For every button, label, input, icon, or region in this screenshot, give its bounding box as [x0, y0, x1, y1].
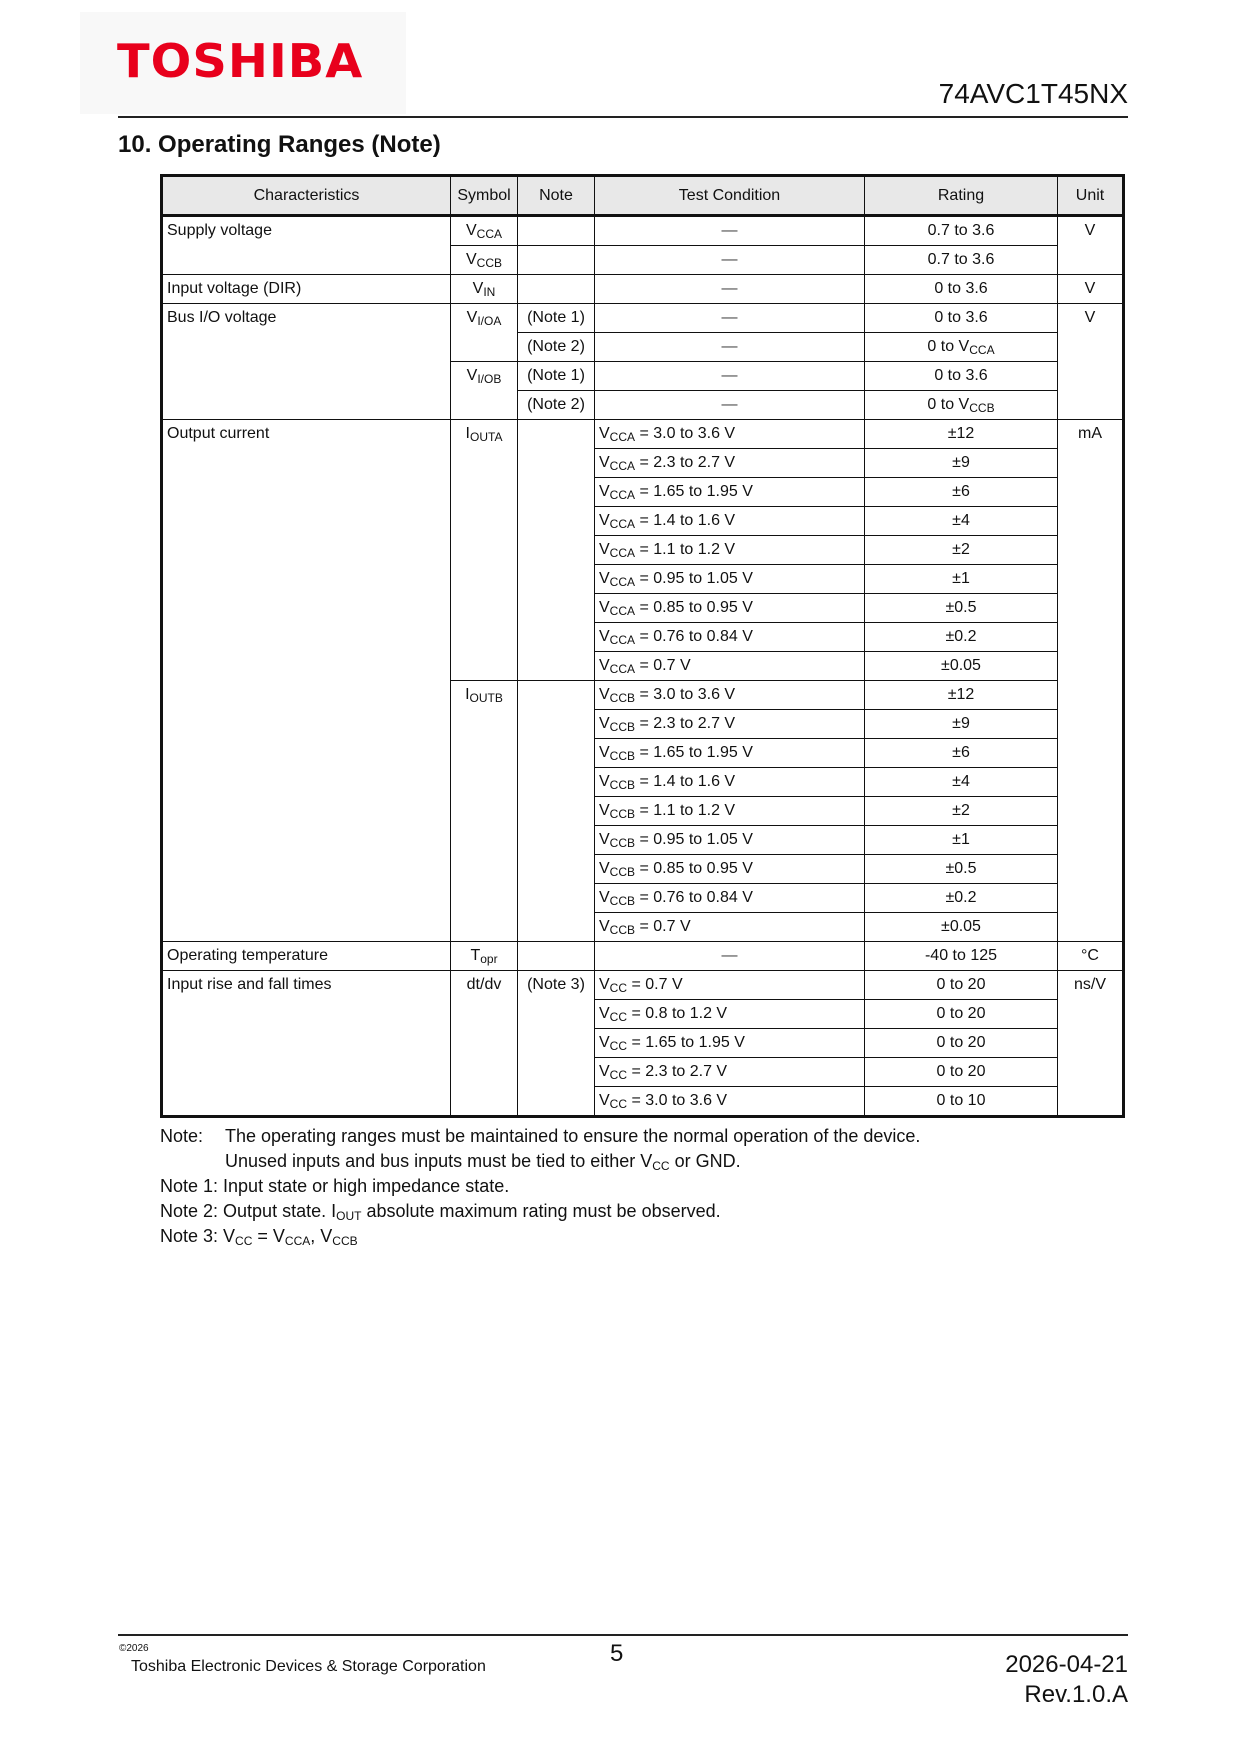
notes-block: [160, 1124, 920, 1249]
note-3: Note 3: $V_{CC} = V_{CCA}$, $V_{CCB}$: [160, 1226, 358, 1248]
header-rule: [118, 116, 1128, 118]
condition-cell: —: [595, 216, 865, 246]
rating-cell: 0 to 20: [865, 1058, 1058, 1087]
condition-cell: $V_{CCB} = 2.3$ to 2.7 V: [595, 710, 865, 739]
condition-cell: $V_{CCB} = 1.1$ to 1.2 V: [595, 797, 865, 826]
characteristic-cell: Output current: [162, 420, 451, 942]
characteristic-cell: Operating temperature: [162, 942, 451, 971]
rating-cell: 0 to 20: [865, 1029, 1058, 1058]
table-row: [162, 971, 1124, 1000]
footer-rule: [118, 1634, 1128, 1636]
note-main: [160, 1124, 920, 1149]
rating-cell: 0 to 3.6: [865, 275, 1058, 304]
rating-cell: ±12: [865, 681, 1058, 710]
table-row: [162, 942, 1124, 971]
rating-cell: 0.7 to 3.6: [865, 246, 1058, 275]
note-cell: (Note 3): [518, 971, 595, 1117]
operating-ranges-table: [160, 174, 1125, 1118]
rating-cell: ±4: [865, 507, 1058, 536]
rating-cell: ±1: [865, 826, 1058, 855]
section-title: 10. Operating Ranges (Note): [118, 131, 441, 158]
unit-cell: ns/V: [1058, 971, 1124, 1117]
rating-cell: ±0.05: [865, 913, 1058, 942]
document-revision: Rev.1.0.A: [1024, 1681, 1128, 1708]
note-cell: [518, 942, 595, 971]
symbol-cell: $V_{CCB}$: [451, 246, 518, 275]
rating-cell: ±9: [865, 449, 1058, 478]
condition-cell: $V_{CCA} = 0.95$ to 1.05 V: [595, 565, 865, 594]
condition-cell: $V_{CCA} = 0.85$ to 0.95 V: [595, 594, 865, 623]
condition-cell: —: [595, 275, 865, 304]
note-2: Note 2: Output state. $I_{OUT}$ absolute maximum rating must be observed.: [160, 1201, 721, 1223]
condition-cell: $V_{CCA} = 1.65$ to 1.95 V: [595, 478, 865, 507]
rating-cell: ±2: [865, 536, 1058, 565]
table-header-row: [162, 176, 1124, 216]
note-cell: [518, 275, 595, 304]
symbol-cell: dt/dv: [451, 971, 518, 1117]
header-characteristics: Characteristics: [162, 176, 451, 216]
table-row: [162, 275, 1124, 304]
condition-cell: $V_{CCA} = 1.4$ to 1.6 V: [595, 507, 865, 536]
rating-cell: ±9: [865, 710, 1058, 739]
rating-cell: 0 to 3.6: [865, 362, 1058, 391]
condition-cell: $V_{CCB} = 0.85$ to 0.95 V: [595, 855, 865, 884]
part-number: 74AVC1T45NX: [938, 78, 1128, 109]
condition-cell: —: [595, 942, 865, 971]
condition-cell: $V_{CCA} = 3.0$ to 3.6 V: [595, 420, 865, 449]
rating-cell: ±2: [865, 797, 1058, 826]
note-cell: (Note 2): [518, 391, 595, 420]
rating-cell: -40 to 125: [865, 942, 1058, 971]
condition-cell: —: [595, 362, 865, 391]
symbol-cell: $I_{OUTB}$: [451, 681, 518, 942]
note-cell: [518, 216, 595, 246]
note-1: Note 1: Input state or high impedance state.: [160, 1176, 510, 1196]
symbol-cell: $I_{OUTA}$: [451, 420, 518, 681]
rating-cell: 0 to 20: [865, 1000, 1058, 1029]
table-row: [162, 420, 1124, 449]
condition-cell: —: [595, 304, 865, 333]
unit-cell: V: [1058, 216, 1124, 275]
page-number: 5: [610, 1640, 624, 1667]
characteristic-cell: Input rise and fall times: [162, 971, 451, 1117]
condition-cell: $V_{CC} = 0.8$ to 1.2 V: [595, 1000, 865, 1029]
rating-cell: 0 to 3.6: [865, 304, 1058, 333]
unit-cell: mA: [1058, 420, 1124, 942]
rating-cell: ±0.2: [865, 623, 1058, 652]
header-symbol: Symbol: [451, 176, 518, 216]
header-test-condition: Test Condition: [595, 176, 865, 216]
note-line-2: Unused inputs and bus inputs must be tied to either $V_{CC}$ or GND.: [225, 1151, 741, 1173]
condition-cell: $V_{CC} = 1.65$ to 1.95 V: [595, 1029, 865, 1058]
rating-cell: ±1: [865, 565, 1058, 594]
condition-cell: $V_{CCB} = 0.76$ to 0.84 V: [595, 884, 865, 913]
rating-cell: 0 to $V_{CCB}$: [865, 391, 1058, 420]
note-label: Note:: [160, 1126, 204, 1146]
condition-cell: $V_{CCB} = 1.4$ to 1.6 V: [595, 768, 865, 797]
symbol-cell: $V_{I/OB}$: [451, 362, 518, 420]
header-note: Note: [518, 176, 595, 216]
header-unit: Unit: [1058, 176, 1124, 216]
condition-cell: $V_{CCB} = 1.65$ to 1.95 V: [595, 739, 865, 768]
rating-cell: 0 to 10: [865, 1087, 1058, 1117]
rating-cell: ±0.5: [865, 855, 1058, 884]
condition-cell: —: [595, 333, 865, 362]
condition-cell: $V_{CCB} = 3.0$ to 3.6 V: [595, 681, 865, 710]
rating-cell: 0 to $V_{CCA}$: [865, 333, 1058, 362]
rating-cell: ±0.5: [865, 594, 1058, 623]
condition-cell: $V_{CCB} = 0.95$ to 1.05 V: [595, 826, 865, 855]
condition-cell: $V_{CCA} = 1.1$ to 1.2 V: [595, 536, 865, 565]
condition-cell: $V_{CCB} = 0.7$ V: [595, 913, 865, 942]
note-cell: (Note 2): [518, 333, 595, 362]
company-name: Toshiba Electronic Devices & Storage Corporation: [131, 1658, 486, 1675]
condition-cell: $V_{CC} = 3.0$ to 3.6 V: [595, 1087, 865, 1117]
symbol-cell: $V_{IN}$: [451, 275, 518, 304]
toshiba-logo: TOSHIBA: [117, 34, 364, 88]
copyright: ©2026: [119, 1643, 149, 1654]
note-cell: (Note 1): [518, 362, 595, 391]
note-cell: [518, 420, 595, 681]
rating-cell: 0.7 to 3.6: [865, 216, 1058, 246]
characteristic-cell: Supply voltage: [162, 216, 451, 275]
condition-cell: $V_{CC} = 2.3$ to 2.7 V: [595, 1058, 865, 1087]
rating-cell: ±4: [865, 768, 1058, 797]
condition-cell: $V_{CCA} = 0.76$ to 0.84 V: [595, 623, 865, 652]
note-cell: (Note 1): [518, 304, 595, 333]
rating-cell: ±0.05: [865, 652, 1058, 681]
condition-cell: —: [595, 246, 865, 275]
rating-cell: ±0.2: [865, 884, 1058, 913]
condition-cell: $V_{CCA} = 0.7$ V: [595, 652, 865, 681]
characteristic-cell: Bus I/O voltage: [162, 304, 451, 420]
characteristic-cell: Input voltage (DIR): [162, 275, 451, 304]
symbol-cell: $V_{I/OA}$: [451, 304, 518, 362]
rating-cell: ±12: [865, 420, 1058, 449]
condition-cell: —: [595, 391, 865, 420]
table-row: [162, 216, 1124, 246]
note-cell: [518, 246, 595, 275]
symbol-cell: $V_{CCA}$: [451, 216, 518, 246]
condition-cell: $V_{CC} = 0.7$ V: [595, 971, 865, 1000]
note-line-1: The operating ranges must be maintained to ensure the normal operation of the device.: [225, 1126, 921, 1146]
rating-cell: 0 to 20: [865, 971, 1058, 1000]
note-cell: [518, 681, 595, 942]
unit-cell: V: [1058, 275, 1124, 304]
rating-cell: ±6: [865, 739, 1058, 768]
header-rating: Rating: [865, 176, 1058, 216]
document-date: 2026-04-21: [1005, 1651, 1128, 1678]
unit-cell: °C: [1058, 942, 1124, 971]
unit-cell: V: [1058, 304, 1124, 420]
condition-cell: $V_{CCA} = 2.3$ to 2.7 V: [595, 449, 865, 478]
table-row: [162, 304, 1124, 333]
rating-cell: ±6: [865, 478, 1058, 507]
symbol-cell: $T_{opr}$: [451, 942, 518, 971]
